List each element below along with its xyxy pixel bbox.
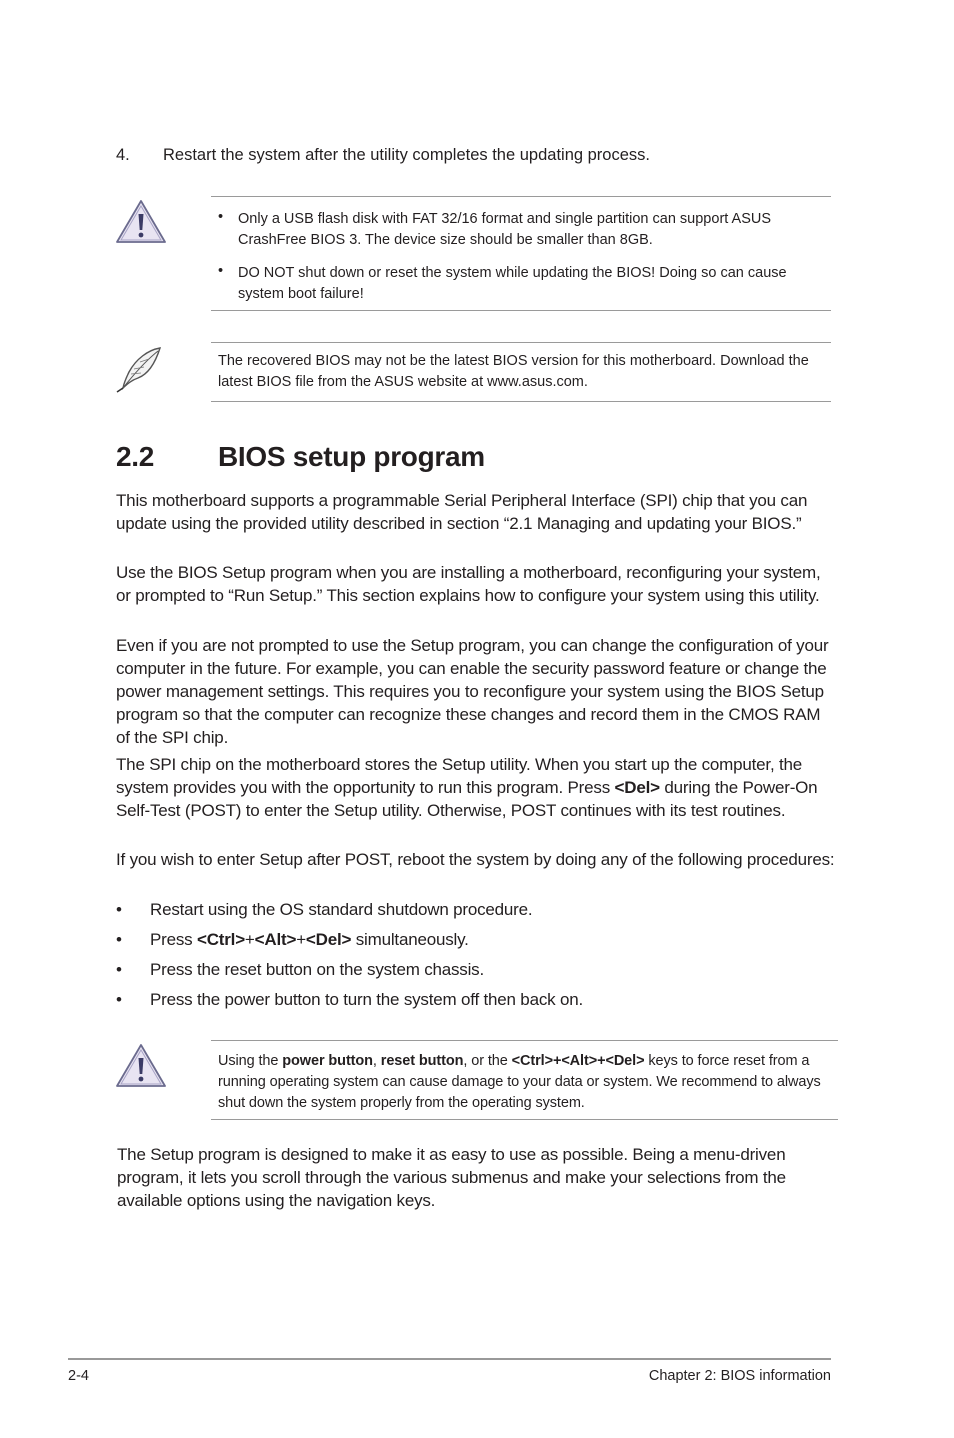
plus-sign: + <box>296 930 306 949</box>
bullet: • <box>116 900 122 919</box>
caution-icon <box>114 198 168 246</box>
bullet: • <box>218 209 224 225</box>
press-label: Press <box>150 930 197 949</box>
caution1-top-rule <box>211 196 831 197</box>
power-button-term: power button <box>282 1053 373 1069</box>
alt-key: <Alt> <box>254 930 297 949</box>
caution2-comma: , <box>372 1053 381 1069</box>
note1-text: The recovered BIOS may not be the latest BIOS version for this motherboard. Download the latest BIOS file from the ASUS website at www.asus.com. <box>218 353 809 390</box>
paragraph-3: Even if you are not prompted to use the Setup program, you can change the configuration of your computer in the future. For example, you can enable the security password feature or change the power management settings. This requires you to reconfigure your system using the BIOS Setup program so that the computer can recognize these changes and record them in the CMOS RAM of the SPI chip. <box>116 636 829 747</box>
plus-sign: + <box>244 930 255 949</box>
caution2-using: Using the <box>218 1053 283 1069</box>
caution2-bottom-rule <box>211 1119 838 1120</box>
ctrl-alt-del-keys: <Ctrl>+<Alt>+<Del> <box>511 1053 645 1069</box>
feather-pen-icon <box>114 345 166 395</box>
bullet: • <box>116 990 122 1009</box>
paragraph-2: Use the BIOS Setup program when you are installing a motherboard, reconfiguring your system, or prompted to “Run Setup.” This section explains how to configure your system using this utility. <box>116 563 821 605</box>
del-key: <Del> <box>614 778 660 797</box>
caution2-rest: keys to force reset from a running operating system can cause damage to your data or system. We recommend to always shut down the system properly from the operating system. <box>218 1053 821 1111</box>
caution1-item-1-text: Only a USB flash disk with FAT 32/16 format and single partition can support ASUS CrashFree BIOS 3. The device size should be smaller than 8GB. <box>238 211 772 248</box>
step-number: 4. <box>116 146 130 164</box>
caution2-or-the: , or the <box>463 1053 512 1069</box>
paragraph-1: This motherboard supports a programmable Serial Peripheral Interface (SPI) chip that you can update using the provided utility described in section “2.1 Managing and updating your BIOS.” <box>116 491 808 533</box>
caution-icon <box>114 1042 168 1090</box>
note1-top-rule <box>211 342 831 343</box>
simultaneously-label: simultaneously. <box>351 930 469 949</box>
caution1-item-2-text: DO NOT shut down or reset the system while updating the BIOS! Doing so can cause system boot failure! <box>238 265 787 302</box>
page-number: 2-4 <box>68 1368 89 1384</box>
note1-bottom-rule <box>211 401 831 402</box>
bullet: • <box>116 960 122 979</box>
paragraph-4 <box>116 753 836 822</box>
del-key: <Del> <box>305 930 352 949</box>
section-title: BIOS setup program <box>218 441 485 472</box>
caution2-text <box>218 1051 834 1114</box>
ctrl-key: <Ctrl> <box>196 930 245 949</box>
bullet: • <box>218 263 224 279</box>
chapter-label: Chapter 2: BIOS information <box>648 1368 831 1384</box>
bullet: • <box>116 930 122 949</box>
section-number: 2.2 <box>116 441 155 472</box>
procedure-2-text <box>150 928 469 951</box>
reset-button-term: reset button <box>380 1053 464 1069</box>
caution1-bottom-rule <box>211 310 831 311</box>
paragraph-4-after: during the Power-On Self-Test (POST) to enter the Setup utility. Otherwise, POST continues with its test routines. <box>116 778 818 820</box>
procedure-1-text: Restart using the OS standard shutdown procedure. <box>150 900 533 919</box>
step-text: Restart the system after the utility completes the updating process. <box>163 146 650 164</box>
caution2-top-rule <box>211 1040 838 1041</box>
paragraph-5: If you wish to enter Setup after POST, reboot the system by doing any of the following procedures: <box>116 850 835 869</box>
paragraph-4-before: The SPI chip on the motherboard stores the Setup utility. When you start up the computer, the system provides you with the opportunity to run this program. Press <box>116 755 803 797</box>
footer-rule <box>68 1358 831 1360</box>
closing-paragraph: The Setup program is designed to make it as easy to use as possible. Being a menu-driven program, it lets you scroll through the various submenus and make your selections from the available options using the navigation keys. <box>117 1145 786 1210</box>
procedure-4-text: Press the power button to turn the system off then back on. <box>150 990 583 1009</box>
procedure-3-text: Press the reset button on the system chassis. <box>150 960 484 979</box>
